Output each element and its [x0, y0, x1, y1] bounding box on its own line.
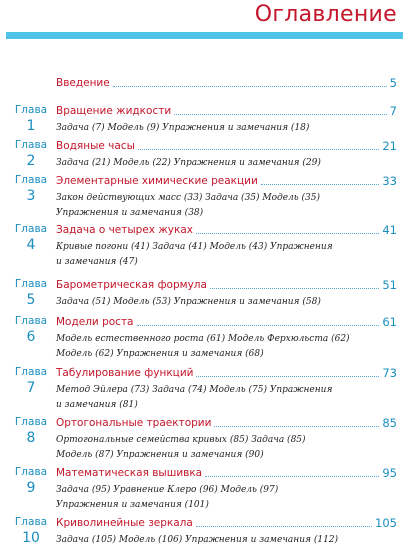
section-line: Кривые погони (41) Задача (41) Модель (43) Упражнения	[56, 242, 333, 252]
toc-title-line	[56, 76, 397, 90]
chapter-word: Глава	[14, 516, 48, 528]
chapter-number: 2	[26, 153, 36, 169]
chapter-word: Глава	[14, 416, 48, 428]
chapter-number: 6	[26, 329, 36, 345]
section-line: Упражнения и замечания (101)	[56, 500, 209, 510]
toc-title-line	[56, 104, 397, 118]
toc-title-line	[56, 416, 397, 430]
section-line: Закон действующих масс (33) Задача (35) Модель (35)	[56, 193, 321, 203]
chapter-word: Глава	[14, 223, 48, 235]
section-line: Задача (95) Уравнение Клеро (96) Модель (97)	[56, 485, 279, 495]
section-line: Задача (7) Модель (9) Упражнения и замечания (18)	[56, 123, 310, 133]
section-list	[56, 156, 393, 171]
section-line: Метод Эйлера (73) Задача (74) Модель (75) Упражнения	[56, 385, 333, 395]
chapter-title-link[interactable]: Задача о четырех жуках	[56, 224, 194, 236]
section-list	[56, 191, 393, 221]
chapter-number: 7	[26, 380, 36, 396]
toc-title-line	[56, 466, 397, 480]
toc-title-line	[56, 516, 397, 530]
toc-title-line	[56, 139, 397, 153]
chapter-word: Глава	[14, 366, 48, 378]
dot-leader	[210, 288, 379, 289]
chapter-number: 4	[26, 237, 36, 253]
chapter-title-link[interactable]: Элементарные химические реакции	[56, 175, 258, 187]
chapter-word: Глава	[14, 315, 48, 327]
page-number[interactable]: 61	[382, 315, 397, 329]
chapter-title-link[interactable]: Табулирование функций	[56, 367, 194, 379]
page-number[interactable]: 5	[389, 76, 397, 90]
page-number[interactable]: 73	[382, 366, 397, 380]
section-list	[56, 533, 393, 548]
dot-leader	[205, 476, 379, 477]
chapter-number: 3	[26, 188, 36, 204]
chapter-number: 5	[26, 292, 36, 308]
section-line: Задача (51) Модель (53) Упражнения и замечания (58)	[56, 297, 321, 307]
chapter-label	[10, 174, 52, 205]
page-number[interactable]: 85	[382, 416, 397, 430]
chapter-word: Глава	[14, 466, 48, 478]
chapter-label	[10, 278, 52, 309]
chapter-title-link[interactable]: Введение	[56, 77, 110, 89]
section-line: Упражнения и замечания (38)	[56, 208, 204, 218]
section-line: и замечания (47)	[56, 257, 138, 267]
dot-leader	[174, 114, 387, 115]
section-list	[56, 383, 393, 413]
chapter-title-link[interactable]: Барометрическая формула	[56, 279, 207, 291]
page-number[interactable]: 33	[382, 174, 397, 188]
chapter-label	[10, 466, 52, 497]
chapter-title-link[interactable]: Вращение жидкости	[56, 105, 172, 117]
toc-title-line	[56, 315, 397, 329]
page-number[interactable]: 51	[382, 278, 397, 292]
page-number[interactable]: 7	[389, 104, 397, 118]
chapter-label	[10, 366, 52, 397]
toc-title-line	[56, 174, 397, 188]
chapter-label	[10, 416, 52, 447]
chapter-word: Глава	[14, 139, 48, 151]
chapter-label	[10, 315, 52, 346]
page-number[interactable]: 21	[382, 139, 397, 153]
section-line: Модель естественного роста (61) Модель Ферхюльста (62)	[56, 334, 350, 344]
chapter-number: 1	[26, 118, 36, 134]
section-line: и замечания (81)	[56, 400, 138, 410]
section-list	[56, 240, 393, 270]
chapter-label	[10, 104, 52, 135]
dot-leader	[261, 184, 380, 185]
dot-leader	[113, 86, 387, 87]
dot-leader	[214, 426, 379, 427]
section-line: Модель (87) Упражнения и замечания (90)	[56, 450, 264, 460]
chapter-label	[10, 516, 52, 547]
chapter-number: 8	[26, 430, 36, 446]
chapter-number: 9	[26, 480, 36, 496]
page-number[interactable]: 105	[375, 516, 397, 530]
section-list	[56, 295, 393, 310]
section-line: Задача (21) Модель (22) Упражнения и замечания (29)	[56, 158, 321, 168]
section-list	[56, 433, 393, 463]
dot-leader	[196, 526, 372, 527]
page-number[interactable]: 41	[382, 223, 397, 237]
chapter-title-link[interactable]: Математическая вышивка	[56, 467, 203, 479]
section-list	[56, 332, 393, 362]
toc-title-line	[56, 223, 397, 237]
page-title: Оглавление	[254, 2, 397, 27]
section-line: Модель (62) Упражнения и замечания (68)	[56, 349, 264, 359]
page-number[interactable]: 95	[382, 466, 397, 480]
chapter-title-link[interactable]: Криволинейные зеркала	[56, 517, 193, 529]
toc-title-line	[56, 366, 397, 380]
chapter-label	[10, 139, 52, 170]
section-line: Задача (105) Модель (106) Упражнения и замечания (112)	[56, 535, 339, 545]
dot-leader	[138, 149, 380, 150]
chapter-word: Глава	[14, 278, 48, 290]
header-rule	[6, 32, 403, 39]
section-list	[56, 483, 393, 513]
section-line: Ортогональные семейства кривых (85) Задача (85)	[56, 435, 306, 445]
dot-leader	[196, 376, 379, 377]
chapter-number: 10	[22, 530, 40, 546]
chapter-title-link[interactable]: Ортогональные траектории	[56, 417, 212, 429]
chapter-word: Глава	[14, 104, 48, 116]
dot-leader	[137, 325, 380, 326]
dot-leader	[196, 233, 379, 234]
chapter-label	[10, 223, 52, 254]
chapter-title-link[interactable]: Модели роста	[56, 316, 134, 328]
chapter-title-link[interactable]: Водяные часы	[56, 140, 135, 152]
toc-title-line	[56, 278, 397, 292]
chapter-word: Глава	[14, 174, 48, 186]
section-list	[56, 121, 393, 136]
